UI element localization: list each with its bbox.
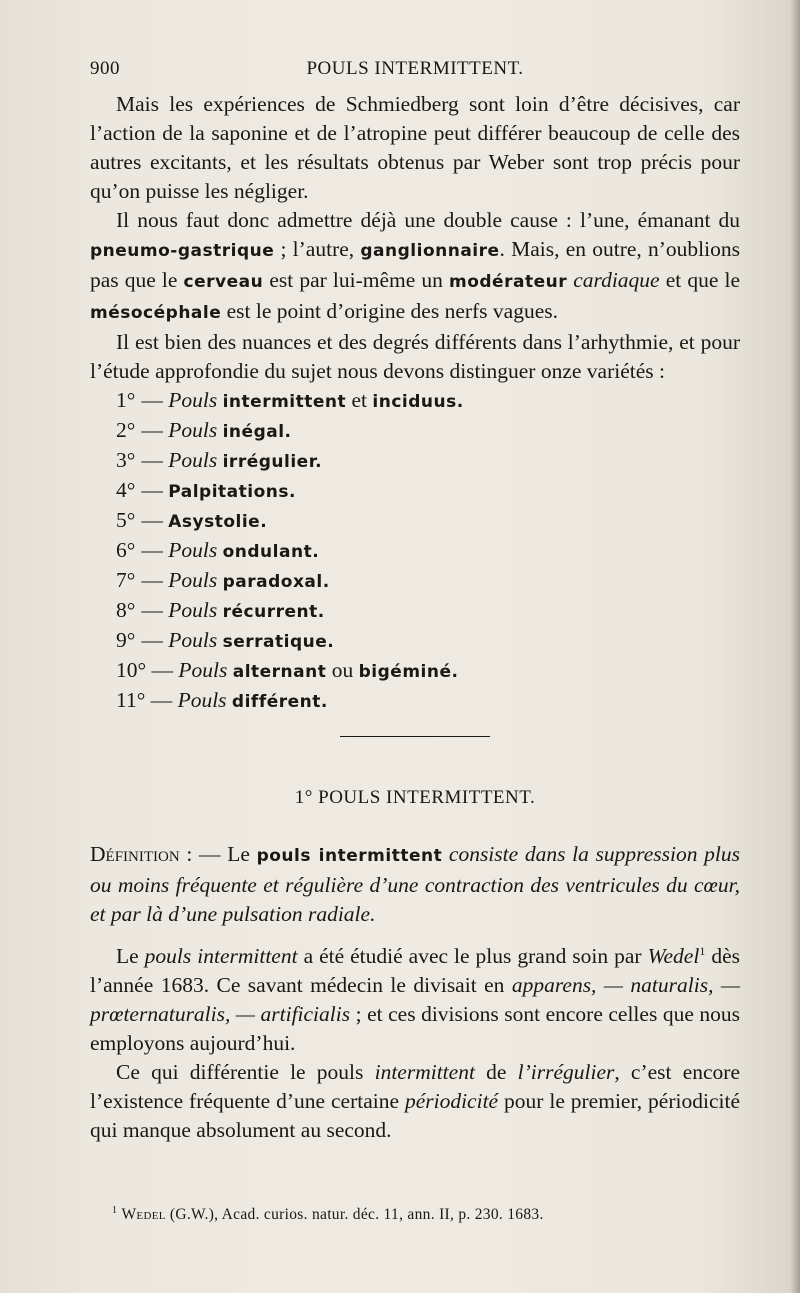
list-item: 1° — Pouls intermittent et inciduus.: [116, 388, 464, 412]
author-wedel: Wedel: [647, 944, 700, 969]
paragraph-schmiedberg: Mais les expériences de Schmiedberg sont loin d’être décisives, car l’action de la saponine et de l’atropine peut différer beaucoup de celle des autres excitants, et les résultats obtenus par Weber sont trop précis pour qu’on puisse les négliger.: [90, 92, 740, 203]
list-item: 10° — Pouls alternant ou bigéminé.: [116, 658, 459, 682]
term-mesocephale: mésocéphale: [90, 303, 222, 323]
section-divider: [340, 736, 490, 737]
list-item: 8° — Pouls récurrent.: [116, 598, 325, 622]
list-item: 3° — Pouls irrégulier.: [116, 448, 323, 472]
list-item: 9° — Pouls serratique.: [116, 628, 335, 652]
paragraph-wedel: Le pouls intermittent a été étudié avec le plus grand soin par Wedel$^1$ dès l’année 1683. Ce savant médecin le divisait en apparens, — naturalis, — prœternaturalis, — artificialis ; et ces divisions sont encore celles que nous employons aujourd’hui.: [90, 944, 740, 1056]
footnote-author: Wedel: [121, 1206, 166, 1224]
running-title: POULS INTERMITTENT.: [306, 58, 524, 79]
paragraph-double-cause: Il nous faut donc admettre déjà une double cause : l’une, émanant du pneumo-gastrique ; l’autre, ganglionnaire. Mais, en outre, n’oublions pas que le cerveau est par lui-même un modérateur cardiaque et que le mésocéphale est le point d’origine des nerfs vagues.: [90, 208, 740, 323]
section-heading: 1° POULS INTERMITTENT.: [294, 787, 536, 808]
page-number: 900: [90, 58, 120, 79]
varieties-list: [90, 386, 740, 716]
paragraph-definition: Définition : — Le pouls intermittent consiste dans la suppression plus ou moins fréquente et régulière d’une contraction des ventricules du cœur, et par là d’une pulsation radiale.: [90, 842, 740, 926]
page-edge-shadow: [790, 0, 800, 1293]
term-cerveau: cerveau: [183, 272, 264, 292]
term-pneumo-gastrique: pneumo-gastrique: [90, 241, 275, 261]
list-item: 11° — Pouls différent.: [116, 688, 328, 712]
list-item: 4° — Palpitations.: [116, 478, 296, 502]
list-item: 6° — Pouls ondulant.: [116, 538, 320, 562]
term-pouls-intermittent: pouls intermittent: [256, 846, 443, 866]
body-text: [90, 90, 740, 1145]
definition-label: Définition: [90, 842, 180, 866]
paragraph-periodicity: Ce qui différentie le pouls intermittent de l’irrégulier, c’est encore l’existence fréquente d’une certaine périodicité pour le premier, périodicité qui manque absolument au second.: [90, 1060, 741, 1143]
term-ganglionnaire: ganglionnaire: [360, 241, 500, 261]
footnote: $^1$ Wedel (G.W.), Acad. curios. natur. déc. 11, ann. II, p. 230. 1683.: [112, 1205, 544, 1224]
list-item: 5° — Asystolie.: [116, 508, 268, 532]
paragraph-varieties-intro: Il est bien des nuances et des degrés différents dans l’arhythmie, et pour l’étude approfondie du sujet nous devons distinguer onze variétés :: [90, 330, 740, 383]
list-item: 2° — Pouls inégal.: [116, 418, 292, 442]
term-moderateur: modérateur: [449, 272, 568, 292]
list-item: 7° — Pouls paradoxal.: [116, 568, 330, 592]
page-header: [90, 58, 740, 84]
footnote-ref: 1: [699, 944, 706, 958]
